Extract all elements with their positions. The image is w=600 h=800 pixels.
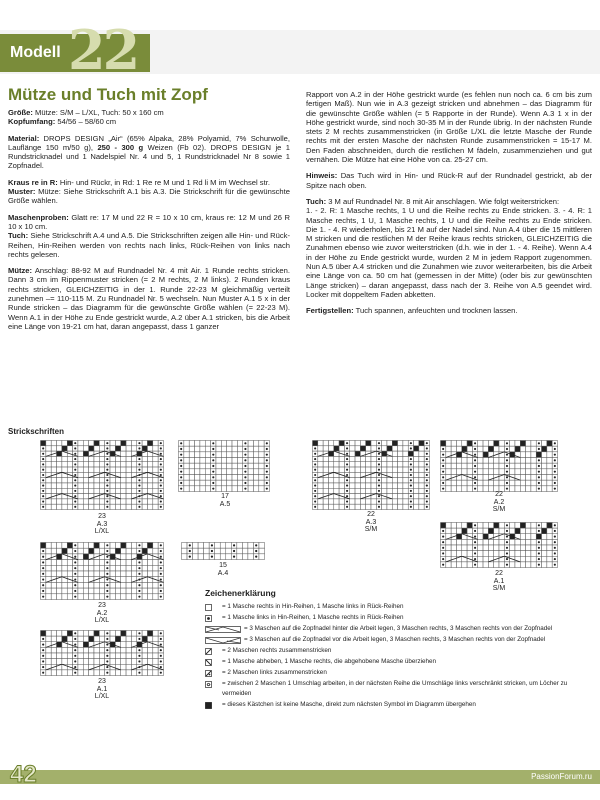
modell-label: Modell <box>0 34 150 72</box>
muetze-text: Anschlag: 88-92 M auf Rundnadel Nr. 4 mit Air. 1 Runde rechts stricken. Dann 3 cm im Rippenmuster stricken (= 2 M rechts, 2 M links). 2 Runden kraus rechts stricken, GLEICHZEITIG in der 1. Runde 22-23 M gleichmäßig verteilt zunehmen –= 110-115 M. Zu Rundnadel Nr. 5 wechseln. Nun Muster A.1 5 x in der Runde stricken – das Diagramm für die gewünschte Größe wählen (= 22-23 M). Wenn A.1 in der Höhe zu Ende gestrickt wurde, A.2 über A.1 stricken, bis die Arbeit eine Länge von 19-21 cm hat, daran angepasst, dass 1 ganzer <box>8 266 290 331</box>
hinweis-label: Hinweis: <box>306 171 338 181</box>
groesse-paragraph <box>8 108 290 117</box>
chart-a1-lxl-label <box>77 678 127 701</box>
cable-back-icon <box>205 626 241 633</box>
legend-text-p2tog: = 2 Maschen links zusammenstricken <box>222 669 327 676</box>
material-label: Material: <box>8 133 40 143</box>
legend-text-purl: = 1 Masche links in Hin-Reihen, 1 Masche rechts in Rück-Reihen <box>222 614 404 621</box>
tuch-text: Siehe Strickschrift A.4 und A.5. Die Strickschriften zeigen alle Hin- und Rück-Reihen, Hin-Reihen werden von rechts nach links, Rück-Reihen von links nach rechts gelesen. <box>8 231 290 259</box>
tuch-rows-paragraph: 1. - 2. R: 1 Masche rechts, 1 U und die Reihe rechts zu Ende stricken. 3. - 4. R: 1 Masche rechts, 1 U, 1 Masche rechts, 1 U und die Reihe rechts zu Ende stricken. Die 1. - 4. R wiederholen, bis 21 M auf der Nadel sind. Nun A.4 über die 15 mittleren M stricken und die restlichen M der Reihe kraus rechts stricken, GLEICHZEITIG die Zunahmen ebenso wie zuvor weiterstricken (d.h. wie in der 1. - 4. Reihe). Wenn A.4 in der Höhe zu Ende gestrickt wurde, wurden 2 M in jedem Rapport zugenommen. Nun A.5 über A.4 stricken und die Zunahmen wie zuvor weiterarbeiten, bis die Arbeit eine Länge von ca. 50 cm hat (gemessen in der Mitte) (oder bis zur gewünschten Länge stricken) – daran angepasst, dass nach der 3. Reihe von A.5 geendet wird. Locker mit doppeltem Faden abketten. <box>306 206 592 299</box>
chart-a1-sm-count: 22 <box>495 570 503 577</box>
kraus-text: Hin- und Rückr, in Rd: 1 Re re M und 1 Rd li M im Wechsel str. <box>57 177 270 187</box>
legend-item-no-stitch <box>205 700 597 710</box>
skp-icon <box>205 659 219 666</box>
chart-a1-sm-name: A.1 <box>493 577 505 585</box>
hinweis-text: Das Tuch wird in Hin- und Rück-R auf der Rundnadel gestrickt, ab der Spitze nach oben. <box>306 171 592 190</box>
legend-item-purl <box>205 613 597 623</box>
cable-front-icon <box>205 637 241 644</box>
chart-a3-lxl-grid <box>40 440 164 510</box>
material-bold: 250 - 300 g <box>97 142 144 152</box>
chart-a1-lxl-count: 23 <box>98 678 106 685</box>
legend-text-knit: = 1 Masche rechts in Hin-Reihen, 1 Masche links in Rück-Reihen <box>222 603 404 610</box>
legend-text-skp: = 1 Masche abheben, 1 Masche rechts, die abgehobene Masche überziehen <box>222 658 437 665</box>
kraus-label: Kraus re in R: <box>8 177 58 187</box>
chart-a2-sm-size: S/M <box>492 506 506 514</box>
chart-a1-sm-label <box>474 570 524 593</box>
legend-text-cable-front: = 3 Maschen auf die Zopfnadel vor die Arbeit legen, 3 Maschen rechts, 3 Maschen rechts von der Zopfnadel <box>244 636 546 643</box>
knit-stitch-icon <box>205 604 219 611</box>
chart-a2-lxl-size: L/XL <box>94 617 110 625</box>
hinweis-paragraph <box>306 171 592 190</box>
legend-text-no-stitch: = dieses Kästchen ist keine Masche, direkt zum nächsten Symbol im Diagramm übergehen <box>222 701 476 708</box>
chart-a2-sm-label <box>474 491 524 514</box>
modell-number: 22 <box>68 18 138 82</box>
fertig-label: Fertigstellen: <box>306 306 354 316</box>
fertig-paragraph <box>306 306 592 315</box>
chart-a4-grid <box>181 542 265 560</box>
chart-a3-sm-size: S/M <box>364 526 378 534</box>
chart-a1-sm-grid <box>440 522 558 568</box>
chart-a2-sm-count: 22 <box>495 491 503 498</box>
chart-a4-name: A.4 <box>217 569 229 577</box>
chart-a4-label <box>198 562 248 577</box>
legend-title: Zeichenerklärung <box>205 588 276 598</box>
legend-item-knit <box>205 602 597 612</box>
tuch-paragraph <box>8 231 290 259</box>
page-title: Mütze und Tuch mit Zopf <box>8 85 208 104</box>
chart-a2-lxl-name: A.2 <box>96 609 108 617</box>
groesse-text: Mütze: S/M – L/XL, Tuch: 50 x 160 cm <box>32 108 164 117</box>
chart-a2-sm-name: A.2 <box>493 498 505 506</box>
legend-item-cable-back <box>205 624 597 634</box>
page-number: 42 <box>10 761 37 788</box>
muster-label: Muster: <box>8 187 36 197</box>
chart-a4-count: 15 <box>219 562 227 569</box>
legend <box>205 602 597 711</box>
legend-item-yarn-over <box>205 679 597 699</box>
material-text-2: Weizen (Fb 02). DROPS DESIGN je 1 Rundstricknadel und 1 Nadelspiel Nr. 4 und 5, 1 Rundstricknadel Nr 8 sowie 1 Zopfnadel. <box>8 142 290 171</box>
fertig-text: Tuch spannen, anfeuchten und trocknen lassen. <box>353 306 518 316</box>
material-paragraph <box>8 134 290 171</box>
chart-a5-label <box>200 493 250 508</box>
continuation-paragraph: Rapport von A.2 in der Höhe gestrickt wurde (es fehlen nun noch ca. 6 cm bis zum fertigen Maß). Nun wie in A.3 gezeigt stricken und abnehmen – das Diagramm für die gewünschte Größe wählen (= 5 Rapporte in der Runde). Wenn A.3 1 x in der Höhe gestrickt wurde, sind noch 30-35 M in der Runde übrig. In der nächsten Runde stets 2 M rechts zusammenstricken (in Größe L/XL die letzte Masche der Runde rechts mit der ersten Masche der nächsten Runde zusammenstricken = 15-17 M. Den Faden abschneiden, durch die restlichen M fädeln, zusammenziehen und gut vernähen. Die Mütze hat eine Höhe von ca. 25-27 cm. <box>306 90 592 165</box>
kopfumfang-paragraph <box>8 117 290 126</box>
watermark: PassionForum.ru <box>531 772 592 781</box>
groesse-label: Größe: <box>8 108 33 117</box>
chart-a5-count: 17 <box>221 493 229 500</box>
legend-item-cable-front <box>205 635 597 645</box>
chart-a4 <box>181 542 265 560</box>
chart-a5 <box>178 440 270 492</box>
chart-a2-lxl-grid <box>40 542 164 600</box>
tuch-anschlag-paragraph <box>306 197 592 206</box>
kopfumfang-label: Kopfumfang: <box>8 117 56 127</box>
chart-a2-lxl-label <box>77 602 127 625</box>
purl-stitch-icon <box>205 615 219 622</box>
chart-a1-sm <box>440 522 558 568</box>
tuch-label: Tuch: <box>8 231 29 241</box>
chart-a3-sm <box>312 440 430 510</box>
chart-a1-lxl-name: A.1 <box>96 685 108 693</box>
maschenproben-paragraph <box>8 213 290 232</box>
muster-paragraph <box>8 187 290 206</box>
chart-a3-lxl-name: A.3 <box>96 520 108 528</box>
chart-a3-lxl <box>40 440 164 510</box>
k2tog-icon <box>205 648 219 655</box>
yarn-over-icon <box>205 681 219 688</box>
muetze-paragraph <box>8 266 290 331</box>
legend-text-yarn-over: = zwischen 2 Maschen 1 Umschlag arbeiten, in der nächsten Reihe die Umschläge links verschränkt stricken, um Löcher zu vermeiden <box>222 680 568 697</box>
chart-a5-name: A.5 <box>219 500 231 508</box>
chart-a3-sm-name: A.3 <box>365 518 377 526</box>
chart-a1-sm-size: S/M <box>492 585 506 593</box>
p2tog-icon <box>205 670 219 677</box>
right-column <box>306 90 592 323</box>
tuch-anschlag-text: 3 M auf Rundnadel Nr. 8 mit Air anschlagen. Wie folgt weiterstricken: <box>326 196 560 206</box>
no-stitch-icon <box>205 702 219 709</box>
chart-a2-sm-grid <box>440 440 558 492</box>
maschenproben-text: Glatt re: 17 M und 22 R = 10 x 10 cm, kraus re: 12 M und 26 R 10 x 10 cm. <box>8 212 290 231</box>
chart-a1-lxl <box>40 630 164 676</box>
material-text-1: DROPS DESIGN „Air“ (65% Alpaka, 28% Polyamid, 7% Schurwolle, Lauflänge 150 m/50 g), <box>8 133 290 152</box>
chart-a3-lxl-size: L/XL <box>94 528 110 536</box>
chart-a2-lxl <box>40 542 164 600</box>
chart-a2-sm <box>440 440 558 492</box>
kraus-paragraph <box>8 178 290 187</box>
chart-a5-grid <box>178 440 270 492</box>
maschenproben-label: Maschenproben: <box>8 212 69 222</box>
kopfumfang-text: 54/56 – 58/60 cm <box>55 117 117 127</box>
muetze-label: Mütze: <box>8 266 33 276</box>
tuch-label-right: Tuch: <box>306 196 327 206</box>
legend-item-p2tog <box>205 668 597 678</box>
chart-a1-lxl-size: L/XL <box>94 693 110 701</box>
legend-text-cable-back: = 3 Maschen auf die Zopfnadel hinter die Arbeit legen, 3 Maschen rechts, 3 Maschen rechts von der Zopfnadel <box>244 625 553 632</box>
chart-a3-sm-grid <box>312 440 430 510</box>
legend-text-k2tog: = 2 Maschen rechts zusammenstricken <box>222 647 332 654</box>
left-column <box>8 108 290 338</box>
chart-a3-sm-count: 22 <box>367 511 375 518</box>
chart-a3-sm-label <box>346 511 396 534</box>
chart-a1-lxl-grid <box>40 630 164 676</box>
muster-text: Mütze: Siehe Strickschrift A.1 bis A.3. Die Strickschrift für die gewünschte Größe wählen. <box>8 187 290 206</box>
chart-a3-lxl-label <box>77 513 127 536</box>
charts-section-title: Strickschriften <box>8 427 65 436</box>
chart-a2-lxl-count: 23 <box>98 602 106 609</box>
footer-band <box>0 770 600 784</box>
legend-item-skp <box>205 657 597 667</box>
chart-a3-lxl-count: 23 <box>98 513 106 520</box>
legend-item-k2tog <box>205 646 597 656</box>
